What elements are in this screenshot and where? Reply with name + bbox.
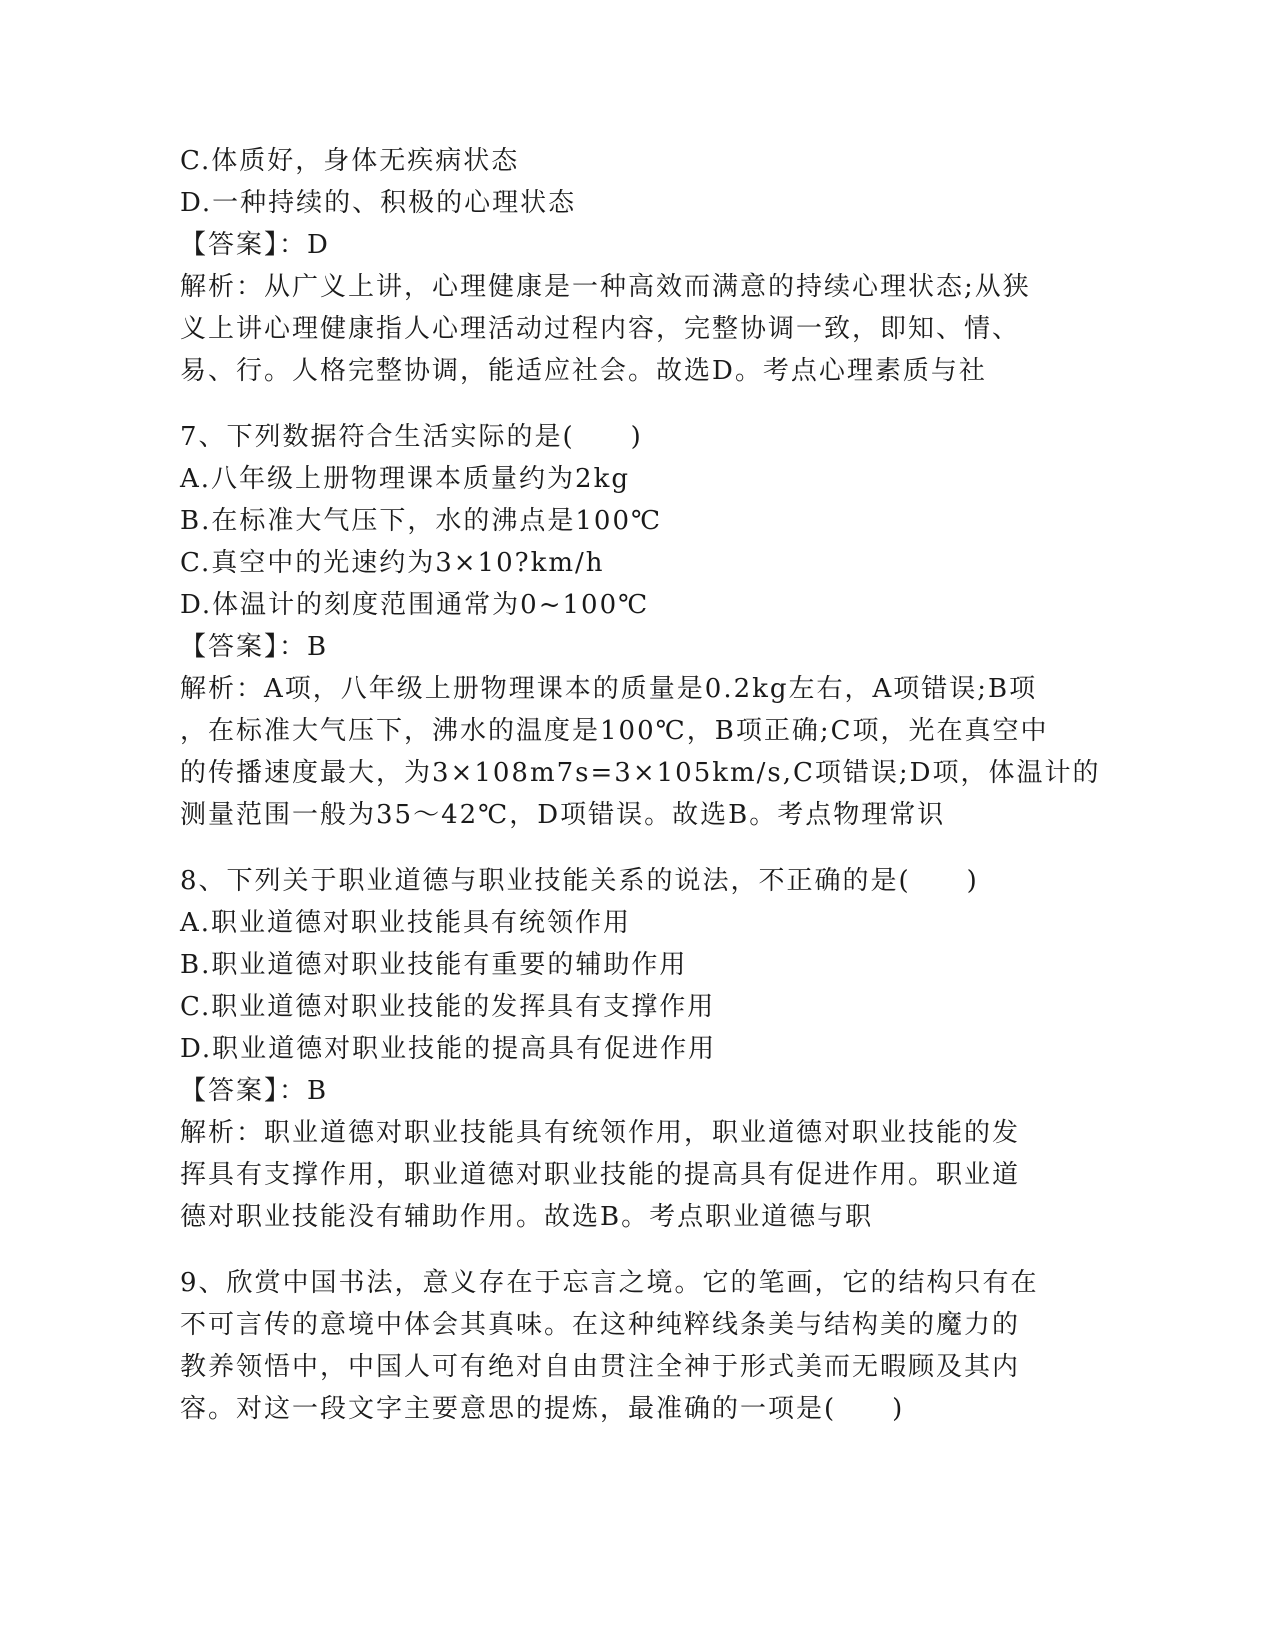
q7-analysis-line: 测量范围一般为35～42℃，D项错误。故选B。考点物理常识 <box>180 800 946 830</box>
q7-option-b: B.在标准大气压下，水的沸点是100℃ <box>180 506 663 536</box>
q9-stem-line: 教养领悟中，中国人可有绝对自由贯注全神于形式美而无暇顾及其内 <box>180 1352 1021 1382</box>
q8-answer: 【答案】：B <box>180 1076 329 1106</box>
q6-analysis-line: 解析：从广义上讲，心理健康是一种高效而满意的持续心理状态;从狭 <box>180 272 1031 302</box>
q6-option-c: C.体质好，身体无疾病状态 <box>180 146 520 176</box>
q7-option-d: D.体温计的刻度范围通常为0~100℃ <box>180 590 650 620</box>
q7-analysis-line: 的传播速度最大，为3×108m7s=3×105km/s,C项错误;D项，体温计的 <box>180 758 1101 788</box>
question-9 <box>180 1262 1060 1430</box>
document-page <box>180 140 1101 1430</box>
q8-option-a: A.职业道德对职业技能具有统领作用 <box>180 908 632 938</box>
q9-stem-line: 9、欣赏中国书法，意义存在于忘言之境。它的笔画，它的结构只有在 <box>180 1268 1039 1298</box>
spacer <box>180 392 1060 416</box>
question-8 <box>180 860 1060 1238</box>
spacer <box>180 836 1060 860</box>
question-7 <box>180 416 1101 836</box>
q8-option-b: B.职业道德对职业技能有重要的辅助作用 <box>180 950 688 980</box>
q9-stem-line: 容。对这一段文字主要意思的提炼，最准确的一项是( ) <box>180 1394 905 1424</box>
question-6-continued <box>180 140 1060 392</box>
q8-analysis-line: 挥具有支撑作用，职业道德对职业技能的提高具有促进作用。职业道 <box>180 1160 1021 1190</box>
q7-option-c: C.真空中的光速约为3×10?km/h <box>180 548 605 578</box>
q6-answer: 【答案】：D <box>180 230 330 260</box>
q9-stem-line: 不可言传的意境中体会其真味。在这种纯粹线条美与结构美的魔力的 <box>180 1310 1021 1340</box>
q8-analysis-line: 德对职业技能没有辅助作用。故选B。考点职业道德与职 <box>180 1202 874 1232</box>
q7-analysis-line: 解析：A项，八年级上册物理课本的质量是0.2kg左右，A项错误;B项 <box>180 674 1038 704</box>
q7-stem: 7、下列数据符合生活实际的是( ) <box>180 422 643 452</box>
q7-answer: 【答案】：B <box>180 632 329 662</box>
q6-analysis-line: 易、行。人格完整协调，能适应社会。故选D。考点心理素质与社 <box>180 356 987 386</box>
spacer <box>180 1238 1060 1262</box>
q6-analysis-line: 义上讲心理健康指人心理活动过程内容，完整协调一致，即知、情、 <box>180 314 1021 344</box>
q8-stem: 8、下列关于职业道德与职业技能关系的说法，不正确的是( ) <box>180 866 979 896</box>
q7-option-a: A.八年级上册物理课本质量约为2kg <box>180 464 630 494</box>
q8-option-d: D.职业道德对职业技能的提高具有促进作用 <box>180 1034 717 1064</box>
q8-option-c: C.职业道德对职业技能的发挥具有支撑作用 <box>180 992 716 1022</box>
q6-option-d: D.一种持续的、积极的心理状态 <box>180 188 577 218</box>
q7-analysis-line: ，在标准大气压下，沸水的温度是100℃，B项正确;C项，光在真空中 <box>180 716 1049 746</box>
q8-analysis-line: 解析：职业道德对职业技能具有统领作用，职业道德对职业技能的发 <box>180 1118 1021 1148</box>
